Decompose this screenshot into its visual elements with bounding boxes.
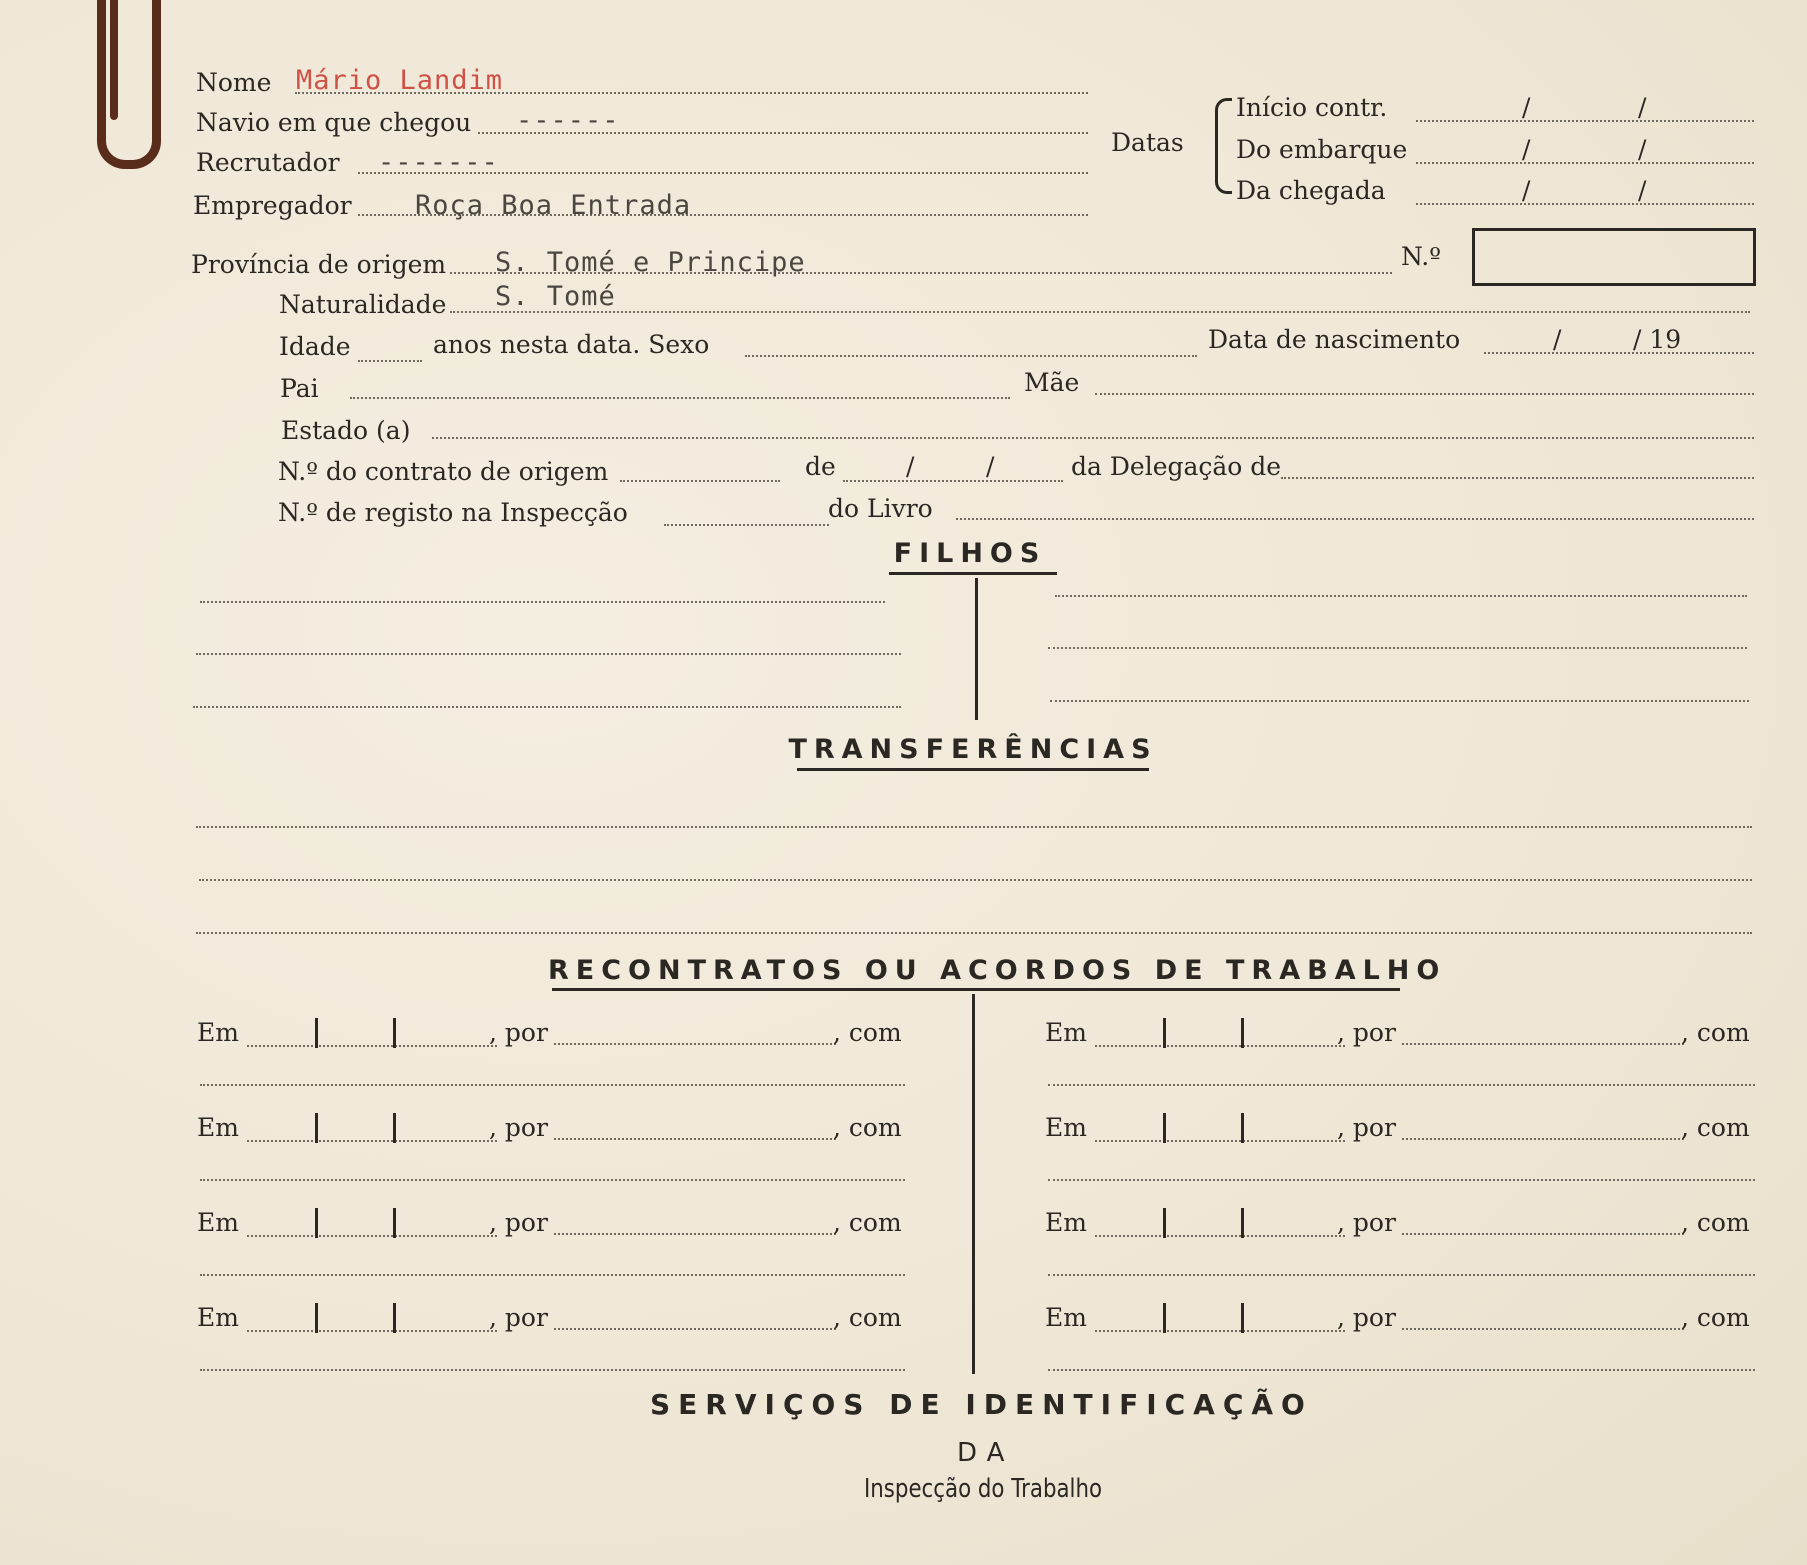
empregador-label: Empregador — [193, 191, 352, 220]
filhos-divider — [975, 578, 978, 720]
livro-line — [956, 518, 1754, 520]
recontrato-date-bar-1-left-1 — [315, 1018, 318, 1048]
recontrato-date-bar-2-left-3 — [393, 1208, 396, 1238]
recontrato-date-bar-2-right-1 — [1241, 1018, 1244, 1048]
embarque-slash-2: / — [1638, 135, 1647, 164]
idade-label: Idade — [279, 332, 351, 361]
chegada-label: Da chegada — [1236, 176, 1386, 205]
estado-line — [432, 437, 1754, 439]
recontrato-em-left-1: Em — [197, 1018, 239, 1047]
recontrato-date-line-left-2[interactable] — [247, 1140, 497, 1142]
recontrato-em-right-4: Em — [1045, 1303, 1087, 1332]
recrutador-label: Recrutador — [196, 148, 340, 177]
datas-bracket — [1215, 98, 1232, 194]
registo-label: N.º de registo na Inspecção — [278, 498, 628, 527]
recontrato-second-line-left-4[interactable] — [200, 1369, 905, 1371]
recontrato-com-left-3: , com — [833, 1208, 902, 1237]
filhos-right-line-3 — [1050, 700, 1749, 702]
recontrato-por-line-left-4[interactable] — [554, 1328, 836, 1330]
recontrato-date-bar-2-right-2 — [1241, 1113, 1244, 1143]
inicio-slash-2: / — [1638, 93, 1647, 122]
contrato-label: N.º do contrato de origem — [278, 457, 609, 486]
recontrato-date-bar-2-left-1 — [393, 1018, 396, 1048]
recontrato-second-line-right-4[interactable] — [1048, 1369, 1755, 1371]
filhos-underline — [889, 572, 1057, 575]
recontrato-por-right-4: , por — [1337, 1303, 1396, 1332]
filhos-left-line-3 — [193, 706, 901, 708]
empregador-value[interactable]: Roça Boa Entrada — [415, 190, 692, 221]
de-date-line — [843, 480, 1063, 482]
recontrato-date-bar-1-left-4 — [315, 1303, 318, 1333]
recontrato-por-line-right-3[interactable] — [1402, 1233, 1684, 1235]
recontratos-underline — [552, 988, 1400, 991]
filhos-right-line-2 — [1048, 647, 1747, 649]
datas-label: Datas — [1111, 128, 1184, 157]
delegacao-line — [1281, 477, 1754, 479]
inicio-line — [1416, 120, 1754, 122]
nome-value[interactable]: Mário Landim — [296, 65, 504, 96]
filhos-left-line-1 — [200, 601, 885, 603]
naturalidade-label: Naturalidade — [279, 290, 447, 319]
recontrato-date-line-right-2[interactable] — [1095, 1140, 1345, 1142]
livro-label: do Livro — [828, 494, 933, 523]
nascimento-label: Data de nascimento — [1208, 325, 1461, 354]
recontrato-second-line-left-2[interactable] — [200, 1179, 905, 1181]
footer-da: DA — [957, 1438, 1015, 1468]
numero-label: N.º — [1401, 242, 1441, 271]
recontrato-date-bar-1-left-3 — [315, 1208, 318, 1238]
recontrato-em-left-2: Em — [197, 1113, 239, 1142]
recontrato-date-bar-2-left-2 — [393, 1113, 396, 1143]
transferencias-line-1 — [196, 826, 1752, 828]
recontrato-por-left-4: , por — [489, 1303, 548, 1332]
recontrato-por-left-1: , por — [489, 1018, 548, 1047]
provincia-label: Província de origem — [191, 250, 447, 279]
recontrato-date-bar-1-right-3 — [1163, 1208, 1166, 1238]
footer-inspeccao: Inspecção do Trabalho — [864, 1474, 1103, 1504]
pai-line — [350, 397, 1010, 399]
recontrato-por-right-3: , por — [1337, 1208, 1396, 1237]
mae-line — [1095, 393, 1754, 395]
recontrato-second-line-left-1[interactable] — [200, 1084, 905, 1086]
inicio-label: Início contr. — [1236, 93, 1388, 122]
filhos-right-line-1 — [1055, 595, 1747, 597]
recontrato-por-left-2: , por — [489, 1113, 548, 1142]
recontrato-date-bar-2-left-4 — [393, 1303, 396, 1333]
recontrato-em-left-4: Em — [197, 1303, 239, 1332]
idade-line — [358, 360, 422, 362]
contrato-line — [620, 480, 780, 482]
recontrato-date-bar-1-right-4 — [1163, 1303, 1166, 1333]
recontratos-heading: RECONTRATOS OU ACORDOS DE TRABALHO — [548, 955, 1447, 986]
embarque-slash-1: / — [1522, 135, 1531, 164]
recontrato-com-right-4: , com — [1681, 1303, 1750, 1332]
recontrato-por-line-left-3[interactable] — [554, 1233, 836, 1235]
recontrato-second-line-right-1[interactable] — [1048, 1084, 1755, 1086]
filhos-left-line-2 — [196, 653, 901, 655]
transferencias-heading: TRANSFERÊNCIAS — [788, 734, 1158, 765]
nascimento-year-prefix: / 19 — [1633, 325, 1682, 354]
recontrato-date-line-left-4[interactable] — [247, 1330, 497, 1332]
recontrato-com-left-2: , com — [833, 1113, 902, 1142]
transferencias-line-2 — [199, 879, 1752, 881]
recontrato-date-bar-1-right-2 — [1163, 1113, 1166, 1143]
chegada-slash-2: / — [1638, 176, 1647, 205]
filhos-heading: FILHOS — [893, 538, 1047, 569]
recontrato-por-line-right-1[interactable] — [1402, 1043, 1684, 1045]
recontrato-date-line-right-1[interactable] — [1095, 1045, 1345, 1047]
recontrato-por-right-1: , por — [1337, 1018, 1396, 1047]
recontrato-em-right-3: Em — [1045, 1208, 1087, 1237]
recontrato-date-line-right-3[interactable] — [1095, 1235, 1345, 1237]
delegacao-label: da Delegação de — [1071, 452, 1282, 481]
nascimento-slash: / — [1553, 325, 1562, 354]
nascimento-line — [1484, 352, 1754, 354]
recontrato-date-bar-2-right-4 — [1241, 1303, 1244, 1333]
recontrato-por-line-left-2[interactable] — [554, 1138, 836, 1140]
transferencias-line-3 — [196, 932, 1752, 934]
chegada-slash-1: / — [1522, 176, 1531, 205]
anos-sexo-label: anos nesta data. Sexo — [433, 330, 710, 359]
recontrato-com-right-3: , com — [1681, 1208, 1750, 1237]
recontrato-por-line-left-1[interactable] — [554, 1043, 836, 1045]
recontrato-em-right-1: Em — [1045, 1018, 1087, 1047]
recrutador-value[interactable]: ------- — [378, 147, 499, 178]
nome-label: Nome — [196, 68, 272, 97]
recontrato-com-right-2: , com — [1681, 1113, 1750, 1142]
navio-label: Navio em que chegou — [196, 108, 472, 137]
recontrato-date-line-left-1[interactable] — [247, 1045, 497, 1047]
numero-box[interactable] — [1472, 228, 1756, 286]
pai-label: Pai — [280, 374, 319, 403]
de-slash-1: / — [906, 452, 915, 481]
recontrato-em-left-3: Em — [197, 1208, 239, 1237]
recontrato-com-left-1: , com — [833, 1018, 902, 1047]
provincia-value[interactable]: S. Tomé e Principe — [495, 247, 806, 278]
de-label: de — [805, 452, 836, 481]
estado-label: Estado (a) — [281, 416, 411, 445]
recontrato-date-line-left-3[interactable] — [247, 1235, 497, 1237]
recontrato-em-right-2: Em — [1045, 1113, 1087, 1142]
sexo-line — [745, 355, 1197, 357]
recontrato-por-line-right-4[interactable] — [1402, 1328, 1684, 1330]
registo-line — [664, 524, 829, 526]
recontrato-por-line-right-2[interactable] — [1402, 1138, 1684, 1140]
naturalidade-value[interactable]: S. Tomé — [495, 281, 616, 312]
de-slash-2: / — [986, 452, 995, 481]
navio-value[interactable]: ------ — [516, 105, 620, 136]
recontrato-date-line-right-4[interactable] — [1095, 1330, 1345, 1332]
transferencias-underline — [797, 768, 1149, 771]
recontrato-date-bar-2-right-3 — [1241, 1208, 1244, 1238]
paper-clip-icon — [97, 0, 161, 169]
naturalidade-line — [450, 311, 1750, 313]
inicio-slash-1: / — [1522, 93, 1531, 122]
recontrato-second-line-right-2[interactable] — [1048, 1179, 1755, 1181]
embarque-line — [1416, 162, 1754, 164]
recontrato-second-line-right-3[interactable] — [1048, 1274, 1755, 1276]
paper-clip-inner — [110, 0, 118, 120]
recontratos-divider — [972, 994, 975, 1374]
chegada-line — [1416, 203, 1754, 205]
embarque-label: Do embarque — [1236, 135, 1408, 164]
recontrato-por-left-3: , por — [489, 1208, 548, 1237]
recontrato-date-bar-1-left-2 — [315, 1113, 318, 1143]
recontrato-com-right-1: , com — [1681, 1018, 1750, 1047]
recontrato-second-line-left-3[interactable] — [200, 1274, 905, 1276]
mae-label: Mãe — [1024, 368, 1080, 397]
recontrato-por-right-2: , por — [1337, 1113, 1396, 1142]
recontrato-date-bar-1-right-1 — [1163, 1018, 1166, 1048]
recontrato-com-left-4: , com — [833, 1303, 902, 1332]
footer-title: SERVIÇOS DE IDENTIFICAÇÃO — [650, 1388, 1313, 1421]
